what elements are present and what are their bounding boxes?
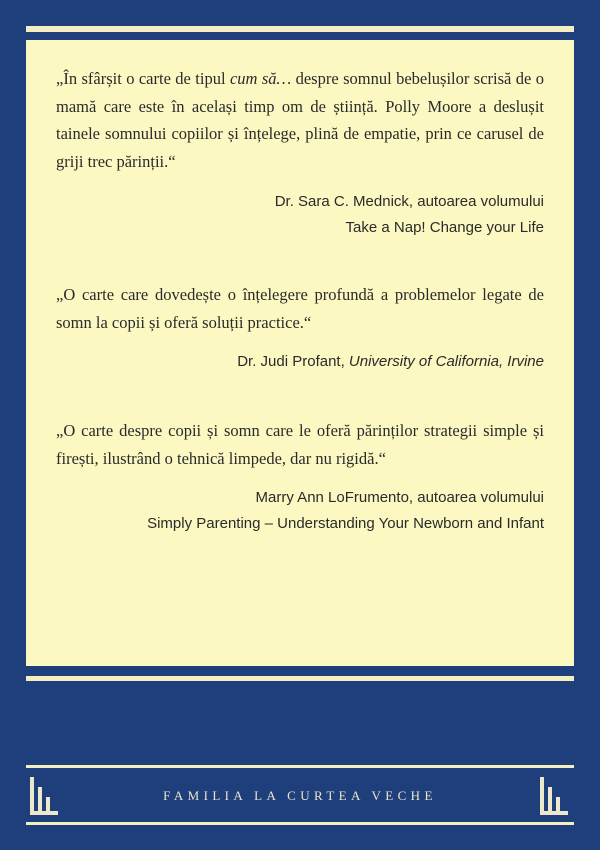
- top-rule: [26, 26, 574, 32]
- publisher-logo-icon: [540, 777, 570, 815]
- quotes-panel: [26, 40, 574, 666]
- quote-2-text: „O carte care dovedește o înțelegere profundă a problemelor legate de somn la copii și oferă soluții practice.“: [56, 285, 544, 332]
- quote-block-2: [56, 281, 544, 375]
- quote-3-author: Marry Ann LoFrumento, autoarea volumului: [255, 489, 544, 506]
- quote-1-italic: cum să…: [229, 69, 292, 88]
- quote-3-text: „O carte despre copii și somn care le oferă părinților strategii simple și firești, ilustrând o tehnică limpede, dar nu rigidă.“: [56, 421, 544, 468]
- quote-2-source: University of California, Irvine: [348, 353, 544, 370]
- lower-rule: [26, 676, 574, 681]
- quote-1-source: Take a Nap! Change your Life: [345, 219, 544, 236]
- quote-2-attribution: [56, 349, 544, 375]
- footer-top-rule: [26, 765, 574, 768]
- publisher-footer: [26, 771, 574, 819]
- quote-block-3: [56, 417, 544, 537]
- quote-1-author: Dr. Sara C. Mednick, autoarea volumului: [274, 193, 544, 210]
- quote-1-text: „În sfârșit o carte de tipul cum să… despre somnul bebelușilor scrisă de o mamă care este în același timp om de știință. Polly Moore a deslușit tainele somnului copiilor și înțelege, plină de empatie, prin ce carusel de griji trec părinții.“: [56, 69, 544, 171]
- quote-2-author: Dr. Judi Profant,: [237, 353, 349, 370]
- quote-3-source: Simply Parenting – Understanding Your Newborn and Infant: [147, 515, 544, 532]
- footer-bottom-rule: [26, 822, 574, 825]
- quote-block-1: [56, 65, 544, 241]
- series-name: FAMILIA LA CURTEA VECHE: [163, 788, 437, 803]
